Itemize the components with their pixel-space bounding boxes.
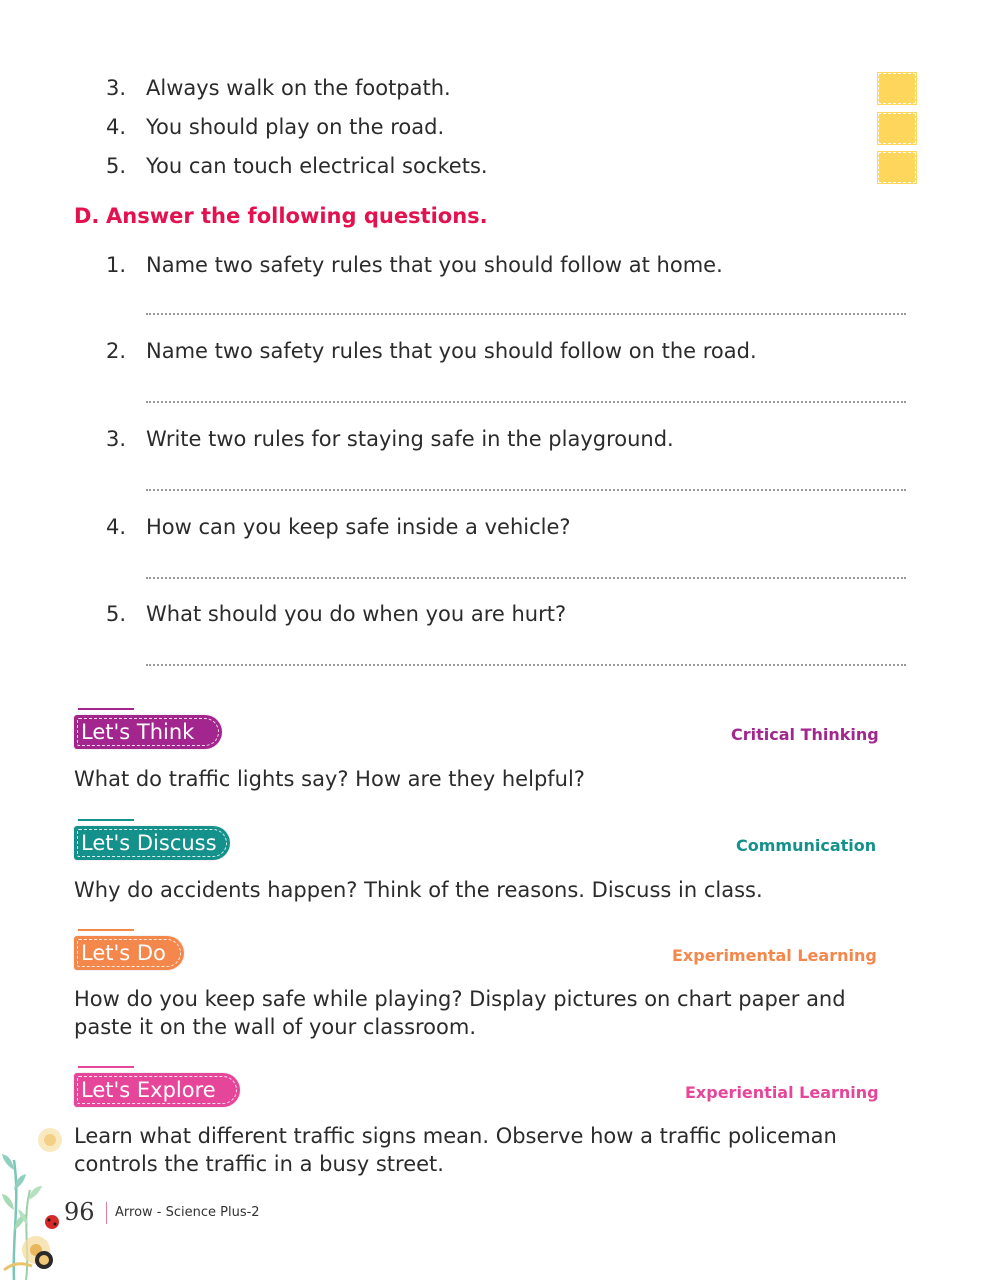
question-number: 2. [106, 339, 127, 363]
statement-item [106, 74, 451, 102]
activity-text: What do traffic lights say? How are they helpful? [74, 767, 585, 791]
activity-text: Learn what different traffic signs mean. Observe how a traffic policeman controls the traffic in a busy street. [74, 1124, 837, 1176]
answer-line[interactable] [146, 664, 906, 666]
section-letter: D. [74, 204, 100, 228]
answer-box[interactable] [878, 152, 916, 183]
question-item [106, 600, 566, 628]
lets-explore-tag: Let's Explore [74, 1073, 240, 1107]
floral-decoration-icon [0, 1100, 72, 1280]
footer-divider [106, 1202, 107, 1224]
question-item [106, 251, 723, 279]
answer-box[interactable] [878, 113, 916, 144]
activity-text: Why do accidents happen? Think of the reasons. Discuss in class. [74, 878, 763, 902]
answer-line[interactable] [146, 313, 906, 315]
question-item [106, 513, 571, 541]
question-text: How can you keep safe inside a vehicle? [146, 515, 571, 539]
tag-accent-line [78, 819, 134, 821]
question-number: 3. [106, 427, 127, 451]
statement-number: 3. [106, 76, 127, 100]
question-text: What should you do when you are hurt? [146, 602, 567, 626]
section-heading [74, 204, 488, 228]
answer-line[interactable] [146, 489, 906, 491]
statement-number: 4. [106, 115, 127, 139]
question-item [106, 425, 674, 453]
statement-text: You can touch electrical sockets. [146, 154, 488, 178]
question-text: Name two safety rules that you should follow at home. [146, 253, 723, 277]
statement-item [106, 113, 444, 141]
question-number: 5. [106, 602, 127, 626]
lets-think-tag: Let's Think [74, 715, 222, 749]
skill-label: Critical Thinking [731, 725, 879, 744]
statement-number: 5. [106, 154, 127, 178]
tag-accent-line [78, 708, 134, 710]
question-number: 4. [106, 515, 127, 539]
page-number: 96 [64, 1198, 95, 1226]
lets-discuss-tag: Let's Discuss [74, 826, 230, 860]
skill-label: Experimental Learning [672, 946, 877, 965]
tag-accent-line [78, 929, 134, 931]
question-text: Write two rules for staying safe in the playground. [146, 427, 674, 451]
answer-line[interactable] [146, 577, 906, 579]
skill-label: Experiential Learning [685, 1083, 879, 1102]
question-item [106, 337, 757, 365]
section-title: Answer the following questions. [106, 204, 488, 228]
book-title: Arrow - Science Plus-2 [115, 1205, 260, 1220]
question-text: Name two safety rules that you should follow on the road. [146, 339, 757, 363]
answer-line[interactable] [146, 401, 906, 403]
activity-text: How do you keep safe while playing? Display pictures on chart paper and paste it on the wall of your classroom. [74, 987, 846, 1039]
statement-item [106, 152, 488, 180]
question-number: 1. [106, 253, 127, 277]
statement-text: Always walk on the footpath. [146, 76, 451, 100]
lets-do-tag: Let's Do [74, 936, 184, 970]
answer-box[interactable] [878, 73, 916, 104]
statement-text: You should play on the road. [146, 115, 445, 139]
skill-label: Communication [736, 836, 877, 855]
tag-accent-line [78, 1066, 134, 1068]
